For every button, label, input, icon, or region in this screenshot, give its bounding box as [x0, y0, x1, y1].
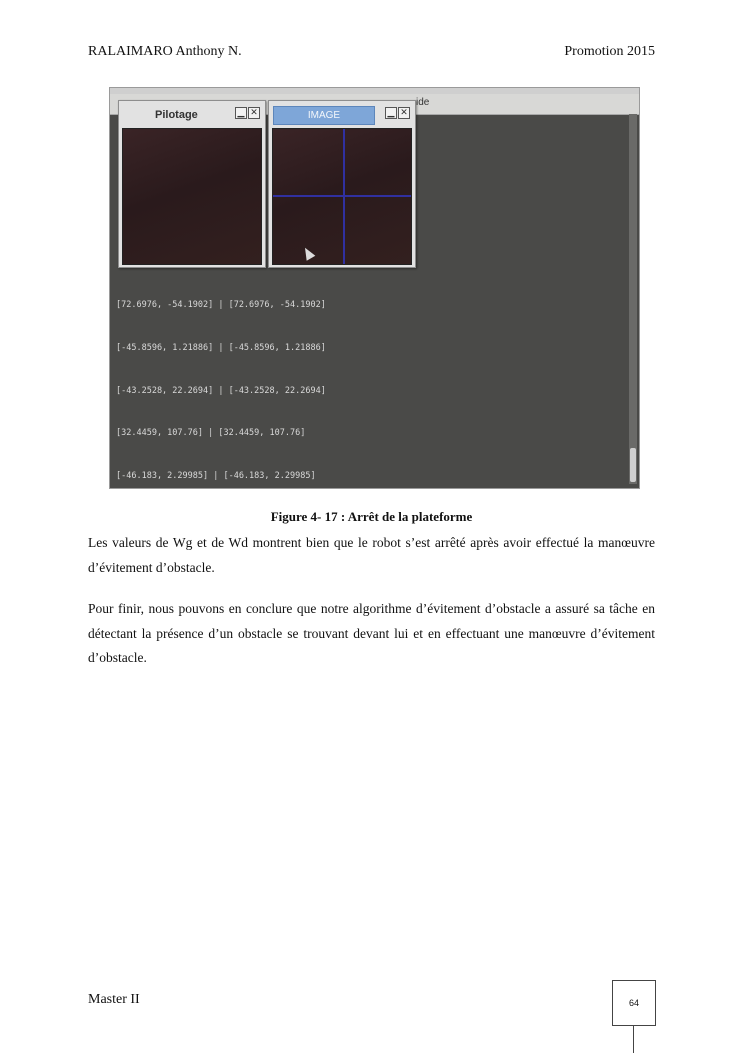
page-header — [88, 44, 655, 64]
terminal-scrollbar-thumb[interactable] — [630, 448, 636, 482]
pilot-window-title: Pilotage — [155, 109, 198, 121]
terminal-line: [32.4459, 107.76] | [32.4459, 107.76] — [116, 428, 306, 439]
pilot-window-titlebar[interactable] — [119, 101, 265, 127]
minimize-icon[interactable]: ▁ — [235, 107, 247, 119]
footer-level: Master II — [88, 992, 140, 1007]
image-window-titlebar[interactable] — [269, 101, 415, 127]
crosshair-horizontal — [273, 195, 411, 197]
mouse-cursor-icon — [301, 245, 316, 260]
figure-caption: Figure 4- 17 : Arrêt de la plateforme — [270, 509, 473, 524]
page-number-tick — [633, 1025, 634, 1053]
close-icon[interactable]: ✕ — [398, 107, 410, 119]
terminal-scrollbar[interactable] — [629, 114, 637, 484]
image-window-title: IMAGE — [273, 106, 375, 125]
header-promotion: Promotion 2015 — [564, 44, 655, 59]
header-author: RALAIMARO Anthony N. — [88, 44, 242, 59]
terminal-output — [116, 270, 628, 482]
body-paragraph: Pour finir, nous pouvons en conclure que notre algorithme d’évitement d’obstacle a assuré sa tâche en détectant la présence d’un obstacle se trouvant devant lui et en effectuant une manœuvre d’évitement d’obstacle. — [88, 601, 655, 665]
terminal-line: [-46.183, 2.29985] | [-46.183, 2.29985] — [116, 470, 316, 481]
menu-fragment[interactable]: ide — [416, 97, 430, 108]
close-icon[interactable]: ✕ — [248, 107, 260, 119]
pilot-window[interactable] — [118, 100, 266, 268]
image-camera-view — [272, 128, 412, 265]
page-number: 64 — [612, 980, 656, 1026]
terminal-line: [-43.2528, 22.2694] | [-43.2528, 22.2694] — [116, 385, 326, 396]
minimize-icon[interactable]: ▁ — [385, 107, 397, 119]
terminal-line: [-45.8596, 1.21886] | [-45.8596, 1.21886] — [116, 343, 326, 354]
image-window[interactable] — [268, 100, 416, 268]
body-paragraph: Les valeurs de Wg et de Wd montrent bien que le robot s’est arrêté après avoir effectué la manœuvre d’évitement d’obstacle. — [88, 535, 655, 575]
pilot-camera-view — [122, 128, 262, 265]
terminal-line: [72.6976, -54.1902] | [72.6976, -54.1902] — [116, 300, 326, 311]
screenshot-figure — [109, 87, 640, 489]
